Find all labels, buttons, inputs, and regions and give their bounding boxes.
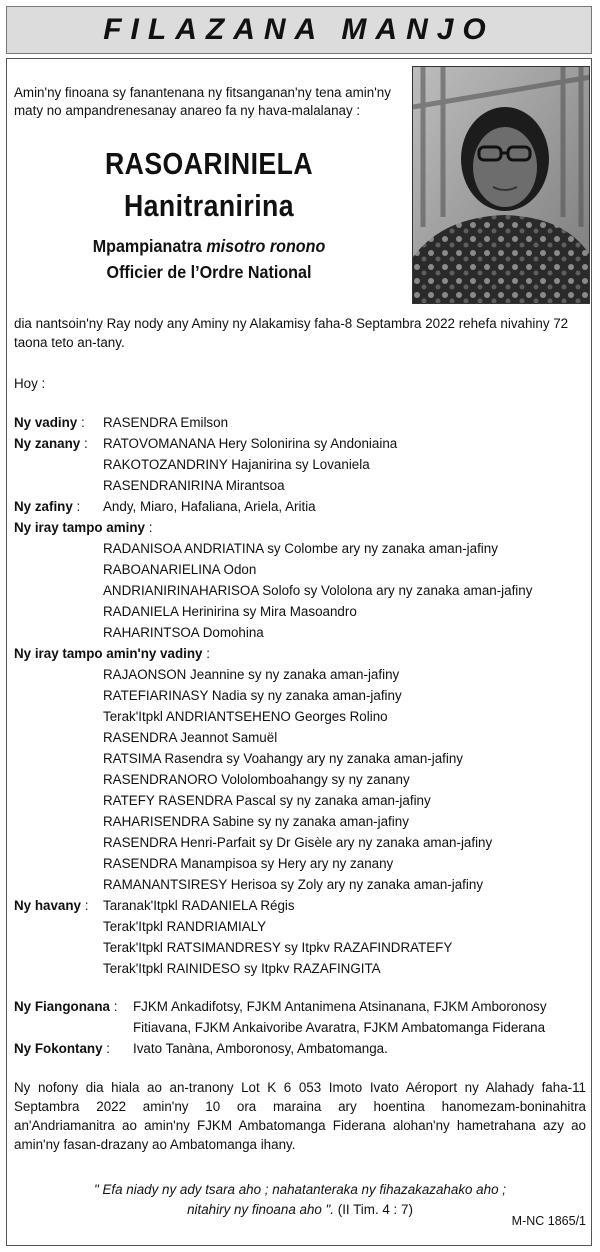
fiangonana-line2: Fitiavana, FJKM Ankaivoribe Avaratra, FJKM Ambatomanga Fiderana <box>133 1020 546 1035</box>
family-inlaws-row <box>14 644 210 663</box>
title-retired: misotro ronono <box>206 236 326 256</box>
bible-quote-line2 <box>70 1200 530 1220</box>
quote-reference: (II Tim. 4 : 7) <box>334 1202 413 1217</box>
fiangonana-line1: FJKM Ankadifotsy, FJKM Antanimena Atsinanana, FJKM Amboronosy <box>133 999 547 1014</box>
list-item: RAJAONSON Jeannine sy ny zanaka aman-jafiny <box>103 667 400 682</box>
death-announcement: dia nantsoin'ny Ray nody any Aminy ny Alakamisy faha-8 Septambra 2022 rehefa nivahiny 72 taona teto an-tany. <box>14 316 569 350</box>
family-siblings-row <box>14 518 152 537</box>
list-item: RATSIMA Rasendra sy Voahangy ary ny zanaka aman-jafiny <box>103 751 463 766</box>
fiangonana-label: Ny Fiangonana <box>14 999 110 1014</box>
deceased-title-line1 <box>30 236 389 257</box>
fiangonana-sep: : <box>109 999 118 1014</box>
family-grandchildren-row <box>14 497 80 516</box>
family-label: Ny iray tampo amin'ny vadiny <box>14 646 203 661</box>
family-spouse-value: RASENDRA Emilson <box>103 415 229 430</box>
list-item: RAKOTOZANDRINY Hajanirina sy Lovaniela <box>103 457 370 472</box>
deceased-surname: RASOARINIELA <box>104 146 314 181</box>
family-relatives-row <box>14 896 88 915</box>
list-item: Terak'Itpkl RATSIMANDRESY sy Itpkv RAZAFINDRATEFY <box>103 940 453 955</box>
family-label: Ny zanany <box>14 436 81 451</box>
hoy-label: Hoy : <box>14 376 46 391</box>
family-sep: : <box>202 646 210 661</box>
list-item: RADANIELA Herinirina sy Mira Masoandro <box>103 604 357 619</box>
family-label: Ny iray tampo aminy <box>14 520 145 535</box>
intro-text: Amin'ny finoana sy fanantenana ny fitsanganan'ny tena amin'ny maty no ampandrenesanay anareo fa ny hava-malalanay : <box>14 85 391 118</box>
portrait-photo <box>412 66 590 304</box>
family-sep: : <box>80 436 88 451</box>
list-item: ANDRIANIRINAHARISOA Solofo sy Vololona ary ny zanaka aman-jafiny <box>103 583 533 598</box>
list-item: Terak'Itpkl ANDRIANTSEHENO Georges Rolino <box>103 709 388 724</box>
deceased-title-line2: Officier de l’Ordre National <box>106 262 312 282</box>
fokontany-value: Ivato Tanàna, Amboronosy, Ambatomanga. <box>133 1041 388 1056</box>
list-item: RASENDRA Henri-Parfait sy Dr Gisèle ary ny zanaka aman-jafiny <box>103 835 493 850</box>
list-item: Terak'Itpkl RANDRIAMIALY <box>103 919 267 934</box>
list-item: Terak'Itpkl RAINIDESO sy Itpkv RAZAFINGITA <box>103 961 381 976</box>
fokontany-row <box>14 1039 110 1058</box>
family-label: Ny vadiny <box>14 415 78 430</box>
deceased-given-name: Hanitranirina <box>123 188 295 223</box>
funeral-details: Ny nofony dia hiala ao an-tranony Lot K 6 053 Imoto Ivato Aéroport ny Alahady faha-11 Septambra 2022 amin'ny 10 ora maraina ary hoentina hanomezam-boninahitra an'Andriamanitra ao amin'ny FJKM Ambatomanga Fiderana alohan'ny hametrahana azy ao amin'ny fasan-drazany ao Ambatomanga ihany. <box>14 1080 586 1152</box>
list-item: RASENDRA Manampisoa sy Hery ary ny zanany <box>103 856 394 871</box>
family-grandchildren-value: Andy, Miaro, Hafaliana, Ariela, Aritia <box>103 499 316 514</box>
list-item: RAHARISENDRA Sabine sy ny zanaka aman-jafiny <box>103 814 409 829</box>
list-item: RAHARINTSOA Domohina <box>103 625 264 640</box>
family-sep: : <box>144 520 153 535</box>
family-label: Ny zafiny <box>14 499 73 514</box>
family-sep: : <box>81 898 89 913</box>
list-item: RASENDRANORO Vololomboahangy sy ny zanany <box>103 772 410 787</box>
fokontany-label: Ny Fokontany <box>14 1041 103 1056</box>
title-profession: Mpampianatra <box>92 236 207 256</box>
family-label: Ny havany <box>14 898 81 913</box>
list-item: RATEFY RASENDRA Pascal sy ny zanaka aman-jafiny <box>103 793 431 808</box>
page-header <box>6 6 592 54</box>
family-sep: : <box>77 415 85 430</box>
list-item: RAMANANTSIRESY Herisoa sy Zoly ary ny zanaka aman-jafiny <box>103 877 484 892</box>
list-item: RADANISOA ANDRIATINA sy Colombe ary ny zanaka aman-jafiny <box>103 541 498 556</box>
fokontany-sep: : <box>102 1041 110 1056</box>
list-item: RASENDRANIRINA Mirantsoa <box>103 478 285 493</box>
list-item: RABOANARIELINA Odon <box>103 562 257 577</box>
header-title: FILAZANA MANJO <box>103 13 495 46</box>
family-sep: : <box>72 499 81 514</box>
list-item: RASENDRA Jeannot Samuël <box>103 730 278 745</box>
fiangonana-row <box>14 997 117 1016</box>
list-item: RATEFIARINASY Nadia sy ny zanaka aman-jafiny <box>103 688 402 703</box>
family-children-value: RATOVOMANANA Hery Solonirina sy Andoniaina <box>103 436 398 451</box>
family-relatives-value: Taranak'Itpkl RADANIELA Régis <box>103 898 295 913</box>
family-children-row <box>14 434 88 453</box>
family-spouse-row <box>14 413 85 432</box>
notice-reference: M-NC 1865/1 <box>511 1214 586 1228</box>
bible-quote-line1: " Efa niady ny ady tsara aho ; nahatanteraka ny fihazakazahako aho ; <box>94 1182 506 1197</box>
quote-text: nitahiry ny finoana aho ". <box>187 1202 335 1217</box>
